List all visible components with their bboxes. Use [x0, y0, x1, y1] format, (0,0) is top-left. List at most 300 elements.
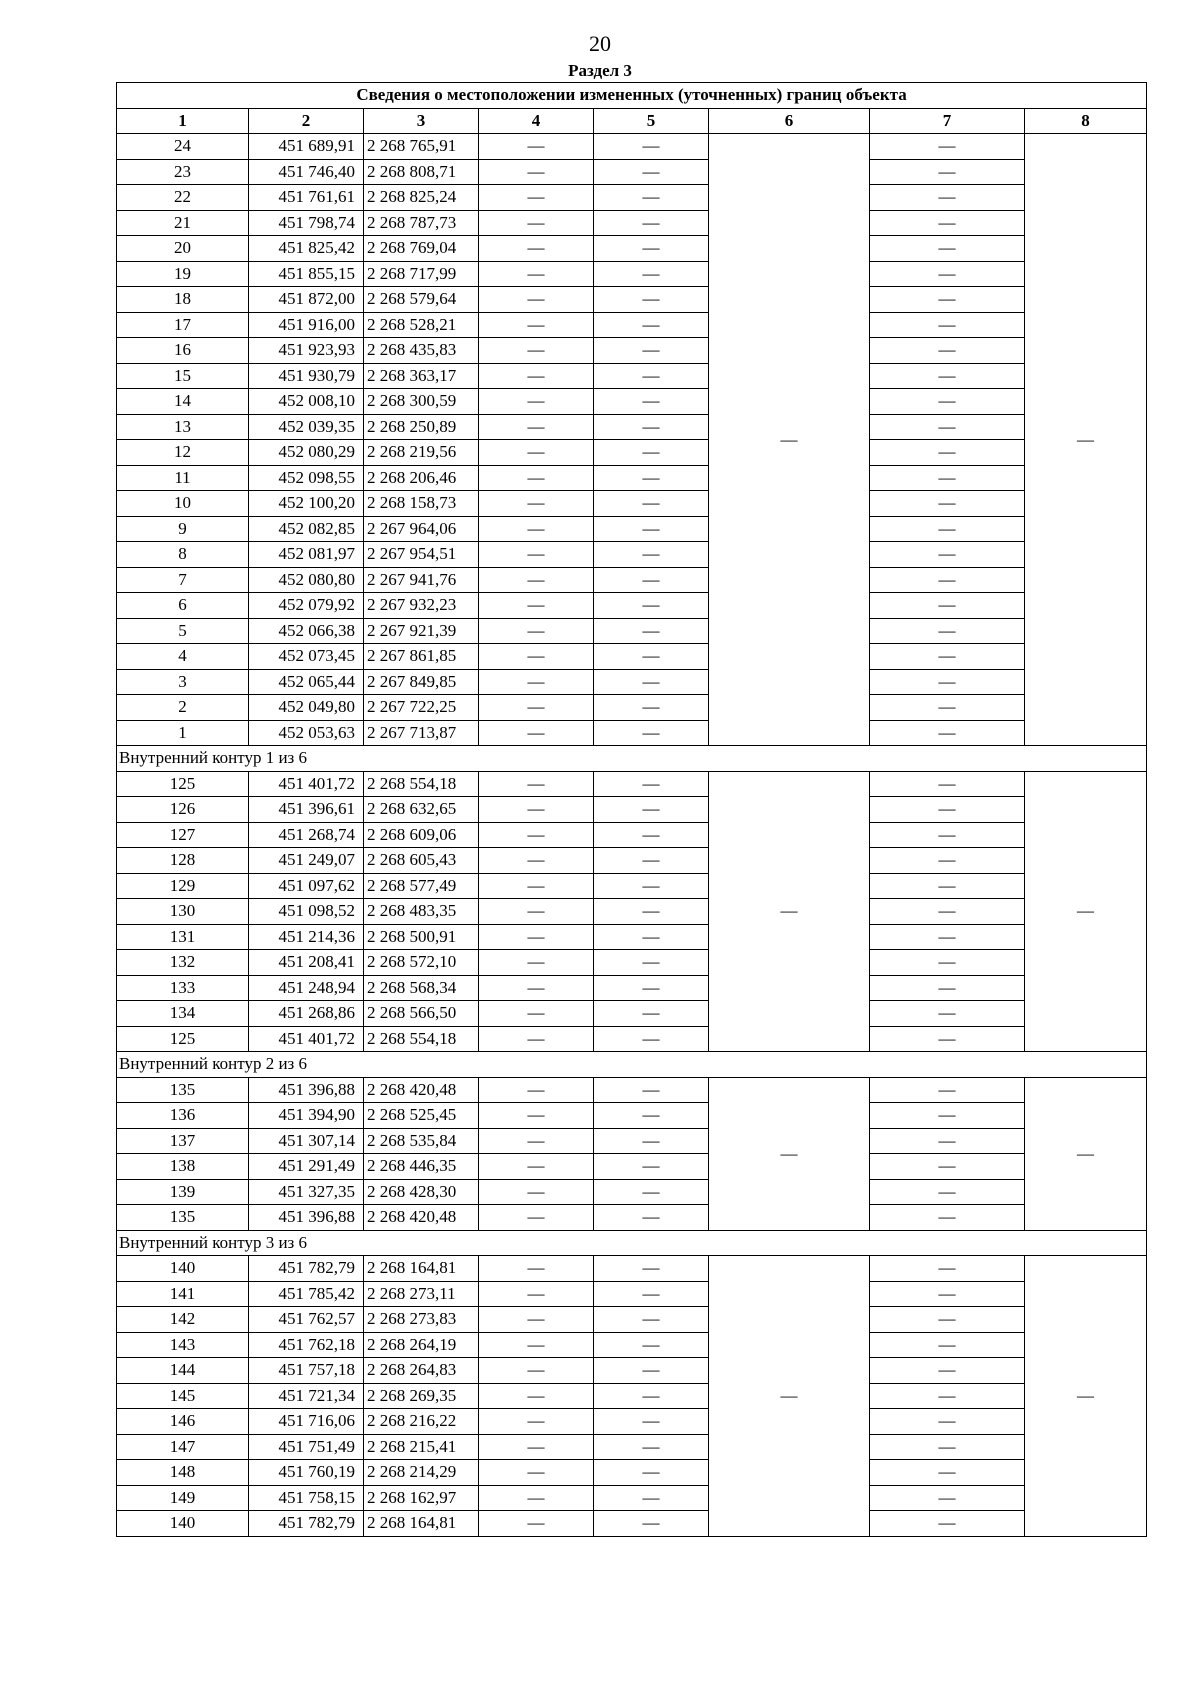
- column-7-cell: —: [870, 491, 1025, 517]
- column-7-cell: —: [870, 950, 1025, 976]
- column-7-cell: —: [870, 1307, 1025, 1333]
- column-7-cell: —: [870, 695, 1025, 721]
- y-coordinate-cell: 2 268 420,48: [364, 1205, 479, 1231]
- x-coordinate-cell: 451 248,94: [249, 975, 364, 1001]
- point-number-cell: 20: [117, 236, 249, 262]
- y-coordinate-cell: 2 267 722,25: [364, 695, 479, 721]
- column-7-cell: —: [870, 975, 1025, 1001]
- x-coordinate-cell: 451 746,40: [249, 159, 364, 185]
- column-5-cell: —: [594, 720, 709, 746]
- x-coordinate-cell: 452 081,97: [249, 542, 364, 568]
- column-4-cell: —: [479, 1332, 594, 1358]
- point-number-cell: 140: [117, 1511, 249, 1537]
- column-4-cell: —: [479, 1001, 594, 1027]
- column-5-cell: —: [594, 363, 709, 389]
- table-row: [117, 1205, 1147, 1231]
- column-5-cell: —: [594, 440, 709, 466]
- table-caption-row: [117, 83, 1147, 109]
- column-4-cell: —: [479, 389, 594, 415]
- table-row: [117, 899, 1147, 925]
- table-row: [117, 1256, 1147, 1282]
- column-7-cell: —: [870, 567, 1025, 593]
- y-coordinate-cell: 2 268 164,81: [364, 1256, 479, 1282]
- column-5-cell: —: [594, 1128, 709, 1154]
- point-number-cell: 23: [117, 159, 249, 185]
- x-coordinate-cell: 451 872,00: [249, 287, 364, 313]
- y-coordinate-cell: 2 267 861,85: [364, 644, 479, 670]
- x-coordinate-cell: 451 798,74: [249, 210, 364, 236]
- y-coordinate-cell: 2 267 849,85: [364, 669, 479, 695]
- column-header: 8: [1025, 108, 1147, 134]
- table-row: [117, 363, 1147, 389]
- column-5-cell: —: [594, 1154, 709, 1180]
- column-7-cell: —: [870, 287, 1025, 313]
- section-title: Раздел 3: [568, 61, 632, 80]
- x-coordinate-cell: 451 214,36: [249, 924, 364, 950]
- table-row: [117, 1485, 1147, 1511]
- point-number-cell: 18: [117, 287, 249, 313]
- column-8-merged-cell: —: [1025, 771, 1147, 1052]
- column-4-cell: —: [479, 1103, 594, 1129]
- table-row: [117, 1511, 1147, 1537]
- y-coordinate-cell: 2 268 214,29: [364, 1460, 479, 1486]
- table-row: [117, 1307, 1147, 1333]
- point-number-cell: 141: [117, 1281, 249, 1307]
- point-number-cell: 135: [117, 1077, 249, 1103]
- y-coordinate-cell: 2 268 446,35: [364, 1154, 479, 1180]
- point-number-cell: 132: [117, 950, 249, 976]
- x-coordinate-cell: 451 401,72: [249, 1026, 364, 1052]
- column-7-cell: —: [870, 848, 1025, 874]
- column-7-cell: —: [870, 797, 1025, 823]
- x-coordinate-cell: 451 762,18: [249, 1332, 364, 1358]
- point-number-cell: 1: [117, 720, 249, 746]
- column-5-cell: —: [594, 542, 709, 568]
- column-5-cell: —: [594, 338, 709, 364]
- x-coordinate-cell: 451 208,41: [249, 950, 364, 976]
- point-number-cell: 131: [117, 924, 249, 950]
- column-7-cell: —: [870, 669, 1025, 695]
- table-row: [117, 1434, 1147, 1460]
- column-7-cell: —: [870, 465, 1025, 491]
- contour-label-row: [117, 746, 1147, 772]
- y-coordinate-cell: 2 268 769,04: [364, 236, 479, 262]
- point-number-cell: 143: [117, 1332, 249, 1358]
- table-caption: Сведения о местоположении измененных (уточненных) границ объекта: [117, 83, 1147, 109]
- column-7-cell: —: [870, 618, 1025, 644]
- column-7-cell: —: [870, 261, 1025, 287]
- y-coordinate-cell: 2 268 579,64: [364, 287, 479, 313]
- column-5-cell: —: [594, 1434, 709, 1460]
- column-7-cell: —: [870, 1332, 1025, 1358]
- column-5-cell: —: [594, 1001, 709, 1027]
- column-4-cell: —: [479, 1205, 594, 1231]
- column-4-cell: —: [479, 567, 594, 593]
- contour-label-row: [117, 1052, 1147, 1078]
- y-coordinate-cell: 2 268 765,91: [364, 134, 479, 160]
- column-4-cell: —: [479, 644, 594, 670]
- table-row: [117, 1103, 1147, 1129]
- column-6-merged-cell: —: [709, 1256, 870, 1537]
- point-number-cell: 15: [117, 363, 249, 389]
- column-7-cell: —: [870, 185, 1025, 211]
- column-header: 5: [594, 108, 709, 134]
- page-number: 20: [589, 31, 611, 56]
- x-coordinate-cell: 452 039,35: [249, 414, 364, 440]
- y-coordinate-cell: 2 267 921,39: [364, 618, 479, 644]
- contour-label: Внутренний контур 1 из 6: [117, 746, 1147, 772]
- column-5-cell: —: [594, 924, 709, 950]
- column-4-cell: —: [479, 669, 594, 695]
- column-5-cell: —: [594, 1205, 709, 1231]
- x-coordinate-cell: 451 098,52: [249, 899, 364, 925]
- point-number-cell: 5: [117, 618, 249, 644]
- column-4-cell: —: [479, 338, 594, 364]
- column-7-cell: —: [870, 210, 1025, 236]
- column-header: 6: [709, 108, 870, 134]
- x-coordinate-cell: 451 923,93: [249, 338, 364, 364]
- column-5-cell: —: [594, 1460, 709, 1486]
- column-7-cell: —: [870, 1485, 1025, 1511]
- column-5-cell: —: [594, 1103, 709, 1129]
- column-header-row: [117, 108, 1147, 134]
- column-7-cell: —: [870, 1128, 1025, 1154]
- column-5-cell: —: [594, 1409, 709, 1435]
- table-row: [117, 210, 1147, 236]
- column-5-cell: —: [594, 210, 709, 236]
- x-coordinate-cell: 451 916,00: [249, 312, 364, 338]
- point-number-cell: 24: [117, 134, 249, 160]
- column-4-cell: —: [479, 593, 594, 619]
- column-7-cell: —: [870, 873, 1025, 899]
- column-8-merged-cell: —: [1025, 1077, 1147, 1230]
- column-5-cell: —: [594, 975, 709, 1001]
- column-5-cell: —: [594, 1332, 709, 1358]
- column-5-cell: —: [594, 1383, 709, 1409]
- y-coordinate-cell: 2 268 420,48: [364, 1077, 479, 1103]
- table-body: [117, 83, 1147, 1537]
- column-5-cell: —: [594, 261, 709, 287]
- column-7-cell: —: [870, 1511, 1025, 1537]
- column-7-cell: —: [870, 1001, 1025, 1027]
- column-7-cell: —: [870, 414, 1025, 440]
- column-7-cell: —: [870, 1205, 1025, 1231]
- y-coordinate-cell: 2 268 264,19: [364, 1332, 479, 1358]
- y-coordinate-cell: 2 268 825,24: [364, 185, 479, 211]
- y-coordinate-cell: 2 268 483,35: [364, 899, 479, 925]
- table-row: [117, 1332, 1147, 1358]
- x-coordinate-cell: 451 689,91: [249, 134, 364, 160]
- y-coordinate-cell: 2 268 535,84: [364, 1128, 479, 1154]
- column-7-cell: —: [870, 1026, 1025, 1052]
- column-5-cell: —: [594, 618, 709, 644]
- column-7-cell: —: [870, 389, 1025, 415]
- column-7-cell: —: [870, 1409, 1025, 1435]
- column-4-cell: —: [479, 1511, 594, 1537]
- x-coordinate-cell: 451 327,35: [249, 1179, 364, 1205]
- column-4-cell: —: [479, 848, 594, 874]
- x-coordinate-cell: 452 080,29: [249, 440, 364, 466]
- column-5-cell: —: [594, 644, 709, 670]
- column-header: 1: [117, 108, 249, 134]
- column-5-cell: —: [594, 848, 709, 874]
- table-row: [117, 1383, 1147, 1409]
- column-4-cell: —: [479, 542, 594, 568]
- column-4-cell: —: [479, 822, 594, 848]
- x-coordinate-cell: 451 757,18: [249, 1358, 364, 1384]
- y-coordinate-cell: 2 268 554,18: [364, 1026, 479, 1052]
- x-coordinate-cell: 451 307,14: [249, 1128, 364, 1154]
- table-row: [117, 1128, 1147, 1154]
- column-4-cell: —: [479, 261, 594, 287]
- x-coordinate-cell: 452 080,80: [249, 567, 364, 593]
- x-coordinate-cell: 451 761,61: [249, 185, 364, 211]
- table-row: [117, 542, 1147, 568]
- point-number-cell: 125: [117, 1026, 249, 1052]
- column-7-cell: —: [870, 644, 1025, 670]
- column-5-cell: —: [594, 1256, 709, 1282]
- point-number-cell: 146: [117, 1409, 249, 1435]
- table-row: [117, 465, 1147, 491]
- table-row: [117, 236, 1147, 262]
- point-number-cell: 7: [117, 567, 249, 593]
- column-4-cell: —: [479, 924, 594, 950]
- column-7-cell: —: [870, 1383, 1025, 1409]
- column-6-merged-cell: —: [709, 134, 870, 746]
- y-coordinate-cell: 2 268 554,18: [364, 771, 479, 797]
- column-header: 7: [870, 108, 1025, 134]
- x-coordinate-cell: 451 825,42: [249, 236, 364, 262]
- y-coordinate-cell: 2 268 577,49: [364, 873, 479, 899]
- column-4-cell: —: [479, 1409, 594, 1435]
- x-coordinate-cell: 452 053,63: [249, 720, 364, 746]
- x-coordinate-cell: 452 008,10: [249, 389, 364, 415]
- column-4-cell: —: [479, 1358, 594, 1384]
- y-coordinate-cell: 2 268 250,89: [364, 414, 479, 440]
- x-coordinate-cell: 452 098,55: [249, 465, 364, 491]
- column-6-merged-cell: —: [709, 1077, 870, 1230]
- x-coordinate-cell: 451 782,79: [249, 1256, 364, 1282]
- point-number-cell: 6: [117, 593, 249, 619]
- y-coordinate-cell: 2 268 525,45: [364, 1103, 479, 1129]
- y-coordinate-cell: 2 268 787,73: [364, 210, 479, 236]
- column-4-cell: —: [479, 975, 594, 1001]
- column-7-cell: —: [870, 1077, 1025, 1103]
- point-number-cell: 2: [117, 695, 249, 721]
- table-row: [117, 1026, 1147, 1052]
- column-7-cell: —: [870, 134, 1025, 160]
- point-number-cell: 13: [117, 414, 249, 440]
- column-5-cell: —: [594, 465, 709, 491]
- table-row: [117, 516, 1147, 542]
- y-coordinate-cell: 2 268 568,34: [364, 975, 479, 1001]
- column-5-cell: —: [594, 1026, 709, 1052]
- point-number-cell: 21: [117, 210, 249, 236]
- column-7-cell: —: [870, 1103, 1025, 1129]
- column-7-cell: —: [870, 924, 1025, 950]
- column-4-cell: —: [479, 771, 594, 797]
- y-coordinate-cell: 2 268 164,81: [364, 1511, 479, 1537]
- column-7-cell: —: [870, 516, 1025, 542]
- x-coordinate-cell: 451 762,57: [249, 1307, 364, 1333]
- point-number-cell: 12: [117, 440, 249, 466]
- x-coordinate-cell: 451 394,90: [249, 1103, 364, 1129]
- table-row: [117, 950, 1147, 976]
- table-row: [117, 287, 1147, 313]
- column-4-cell: —: [479, 312, 594, 338]
- column-7-cell: —: [870, 1256, 1025, 1282]
- column-4-cell: —: [479, 1128, 594, 1154]
- column-5-cell: —: [594, 1307, 709, 1333]
- column-7-cell: —: [870, 1281, 1025, 1307]
- column-5-cell: —: [594, 567, 709, 593]
- y-coordinate-cell: 2 268 500,91: [364, 924, 479, 950]
- column-5-cell: —: [594, 491, 709, 517]
- column-7-cell: —: [870, 593, 1025, 619]
- column-5-cell: —: [594, 287, 709, 313]
- x-coordinate-cell: 452 100,20: [249, 491, 364, 517]
- column-4-cell: —: [479, 516, 594, 542]
- table-row: [117, 134, 1147, 160]
- column-4-cell: —: [479, 873, 594, 899]
- table-row: [117, 975, 1147, 1001]
- x-coordinate-cell: 451 291,49: [249, 1154, 364, 1180]
- y-coordinate-cell: 2 268 300,59: [364, 389, 479, 415]
- y-coordinate-cell: 2 267 964,06: [364, 516, 479, 542]
- column-5-cell: —: [594, 822, 709, 848]
- point-number-cell: 4: [117, 644, 249, 670]
- column-8-merged-cell: —: [1025, 134, 1147, 746]
- point-number-cell: 135: [117, 1205, 249, 1231]
- column-4-cell: —: [479, 363, 594, 389]
- column-5-cell: —: [594, 1485, 709, 1511]
- column-5-cell: —: [594, 899, 709, 925]
- column-5-cell: —: [594, 1511, 709, 1537]
- point-number-cell: 19: [117, 261, 249, 287]
- table-row: [117, 1409, 1147, 1435]
- x-coordinate-cell: 451 785,42: [249, 1281, 364, 1307]
- point-number-cell: 134: [117, 1001, 249, 1027]
- column-7-cell: —: [870, 363, 1025, 389]
- table-row: [117, 771, 1147, 797]
- column-4-cell: —: [479, 465, 594, 491]
- column-5-cell: —: [594, 950, 709, 976]
- column-4-cell: —: [479, 440, 594, 466]
- point-number-cell: 148: [117, 1460, 249, 1486]
- table-row: [117, 695, 1147, 721]
- boundary-coordinates-table: [116, 82, 1147, 1537]
- column-5-cell: —: [594, 695, 709, 721]
- column-7-cell: —: [870, 899, 1025, 925]
- y-coordinate-cell: 2 268 269,35: [364, 1383, 479, 1409]
- y-coordinate-cell: 2 268 605,43: [364, 848, 479, 874]
- contour-label-row: [117, 1230, 1147, 1256]
- point-number-cell: 22: [117, 185, 249, 211]
- column-7-cell: —: [870, 720, 1025, 746]
- x-coordinate-cell: 452 049,80: [249, 695, 364, 721]
- table-row: [117, 1460, 1147, 1486]
- y-coordinate-cell: 2 268 264,83: [364, 1358, 479, 1384]
- y-coordinate-cell: 2 267 954,51: [364, 542, 479, 568]
- x-coordinate-cell: 451 268,86: [249, 1001, 364, 1027]
- column-5-cell: —: [594, 134, 709, 160]
- column-7-cell: —: [870, 822, 1025, 848]
- column-4-cell: —: [479, 797, 594, 823]
- table-row: [117, 338, 1147, 364]
- point-number-cell: 142: [117, 1307, 249, 1333]
- y-coordinate-cell: 2 268 435,83: [364, 338, 479, 364]
- column-4-cell: —: [479, 950, 594, 976]
- column-5-cell: —: [594, 797, 709, 823]
- column-header: 2: [249, 108, 364, 134]
- column-4-cell: —: [479, 210, 594, 236]
- x-coordinate-cell: 451 760,19: [249, 1460, 364, 1486]
- point-number-cell: 129: [117, 873, 249, 899]
- column-header: 3: [364, 108, 479, 134]
- column-5-cell: —: [594, 669, 709, 695]
- column-5-cell: —: [594, 1281, 709, 1307]
- y-coordinate-cell: 2 268 609,06: [364, 822, 479, 848]
- point-number-cell: 126: [117, 797, 249, 823]
- column-4-cell: —: [479, 159, 594, 185]
- column-7-cell: —: [870, 1460, 1025, 1486]
- table-row: [117, 389, 1147, 415]
- column-4-cell: —: [479, 720, 594, 746]
- y-coordinate-cell: 2 268 808,71: [364, 159, 479, 185]
- x-coordinate-cell: 451 721,34: [249, 1383, 364, 1409]
- table-row: [117, 644, 1147, 670]
- column-4-cell: —: [479, 618, 594, 644]
- x-coordinate-cell: 451 396,88: [249, 1077, 364, 1103]
- y-coordinate-cell: 2 268 216,22: [364, 1409, 479, 1435]
- table-row: [117, 312, 1147, 338]
- point-number-cell: 11: [117, 465, 249, 491]
- table-row: [117, 414, 1147, 440]
- x-coordinate-cell: 451 930,79: [249, 363, 364, 389]
- column-4-cell: —: [479, 134, 594, 160]
- point-number-cell: 144: [117, 1358, 249, 1384]
- column-4-cell: —: [479, 1434, 594, 1460]
- table-row: [117, 873, 1147, 899]
- column-4-cell: —: [479, 695, 594, 721]
- x-coordinate-cell: 451 855,15: [249, 261, 364, 287]
- point-number-cell: 147: [117, 1434, 249, 1460]
- x-coordinate-cell: 452 073,45: [249, 644, 364, 670]
- column-4-cell: —: [479, 491, 594, 517]
- column-5-cell: —: [594, 312, 709, 338]
- point-number-cell: 140: [117, 1256, 249, 1282]
- column-7-cell: —: [870, 159, 1025, 185]
- table-row: [117, 1077, 1147, 1103]
- y-coordinate-cell: 2 268 566,50: [364, 1001, 479, 1027]
- y-coordinate-cell: 2 268 428,30: [364, 1179, 479, 1205]
- table-row: [117, 669, 1147, 695]
- table-row: [117, 159, 1147, 185]
- point-number-cell: 10: [117, 491, 249, 517]
- column-4-cell: —: [479, 1383, 594, 1409]
- y-coordinate-cell: 2 268 363,17: [364, 363, 479, 389]
- column-7-cell: —: [870, 1154, 1025, 1180]
- table-row: [117, 1179, 1147, 1205]
- column-6-merged-cell: —: [709, 771, 870, 1052]
- column-4-cell: —: [479, 899, 594, 925]
- column-5-cell: —: [594, 593, 709, 619]
- column-4-cell: —: [479, 1179, 594, 1205]
- table-row: [117, 924, 1147, 950]
- table-row: [117, 593, 1147, 619]
- table-row: [117, 185, 1147, 211]
- table-row: [117, 567, 1147, 593]
